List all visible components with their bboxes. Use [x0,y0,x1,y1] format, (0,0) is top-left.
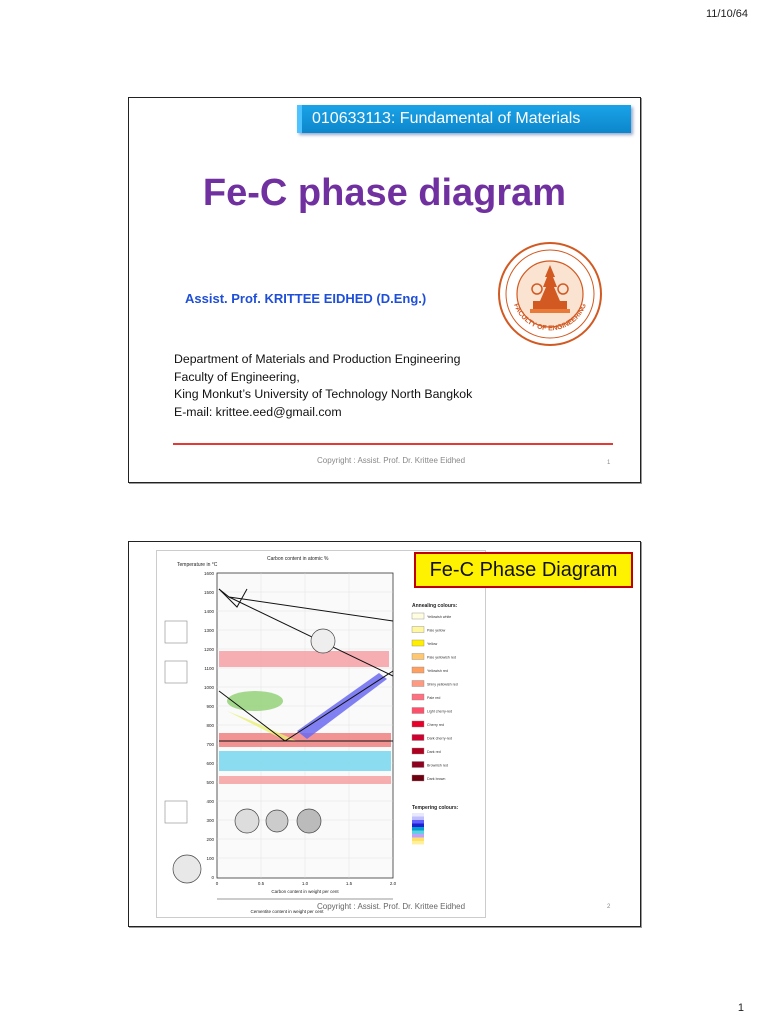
y-tick-400: 400 [206,799,214,804]
annealing-label: Dark cherry-red [427,736,452,741]
y-tick-800: 800 [206,723,214,728]
annealing-swatch [412,708,424,714]
page-number: 1 [737,1002,744,1014]
course-code-banner: 010633113: Fundamental of Materials [297,105,631,133]
slide-1-title [128,97,641,483]
y-tick-1200: 1200 [203,647,214,652]
tempering-swatch [412,824,424,828]
annealing-label: Light cherry-red [427,709,453,714]
annealing-swatch [412,640,424,646]
normalising-region [227,691,283,711]
y-tick-1000: 1000 [203,685,214,690]
x-tick-0-5: 0.5 [257,881,265,886]
annealing-swatch [412,775,424,781]
annealing-swatch [412,694,424,700]
bcc-lattice-inset [165,621,187,643]
slide-number-2: 2 [607,904,611,910]
tempering-legend-title: Tempering colours: [412,805,459,811]
divider-line [173,443,613,445]
x-tick-1-0: 1.0 [301,881,309,886]
x-tick-2-0: 2.0 [389,881,397,886]
tempering-swatch [412,838,424,842]
diffusion-annealing-band [219,651,389,667]
annealing-swatch [412,762,424,768]
annealing-legend-title: Annealing colours: [412,603,458,609]
y-tick-500: 500 [206,780,214,785]
university-seal-logo [497,241,603,347]
annealing-label: Brownish red [427,763,448,768]
dept-line-faculty: Faculty of Engineering, [174,369,300,384]
recrystallisation-band [219,776,391,784]
print-date: 11/10/64 [705,8,748,20]
y-tick-300: 300 [206,818,214,823]
y-tick-900: 900 [206,704,214,709]
annealing-label: Pale yellow [427,628,446,633]
copyright-notice: Copyright : Assist. Prof. Dr. Krittee Eidhed [317,456,466,465]
tempering-swatch [412,827,424,831]
y-tick-1600: 1600 [203,571,214,576]
phase-diagram-svg [157,551,485,917]
tempering-swatch [412,817,424,821]
x-axis-label: Carbon content in weight per cent [271,889,339,894]
annealing-swatch [412,735,424,741]
tempering-swatch [412,831,424,835]
y-axis-label: Temperature in °C [177,562,218,568]
y-tick-1300: 1300 [203,628,214,633]
annealing-swatch [412,667,424,673]
department-info [174,351,472,421]
y-tick-700: 700 [206,742,214,747]
tempering-swatch [412,841,424,845]
slide-2-diagram [128,541,641,927]
annealing-swatch [412,681,424,687]
dept-line-department: Department of Materials and Production Engineering [174,352,461,366]
annealing-swatch [412,721,424,727]
annealing-label: Dark red [427,750,441,754]
slide-title: Fe-C phase diagram [202,172,567,214]
tempering-swatch [412,820,424,824]
y-tick-200: 200 [206,837,214,842]
y-tick-100: 100 [206,856,214,861]
tempering-legend [412,813,424,845]
dept-line-email: E-mail: krittee.eed@gmail.com [174,404,342,419]
annealing-label: Yellowish white [427,615,452,619]
author-name: Assist. Prof. KRITTEE EIDHED (D.Eng.) [185,291,427,306]
annealing-label: Cherry red [427,723,444,727]
annealing-swatch [412,627,424,633]
annealing-swatch [412,613,424,619]
slide-2-title: Fe-C Phase Diagram [414,552,633,588]
stress-relief-band [219,751,391,771]
y-tick-1400: 1400 [203,609,214,614]
fe-c-phase-diagram-figure [156,550,486,918]
annealing-label: Pale red [427,696,441,700]
seal-text: FACULTY OF ENGINEERING [512,302,588,333]
annealing-label: Yellow [427,642,438,646]
y-tick-0: 0 [211,875,214,880]
annealing-label: Dark brown [427,777,446,781]
annealing-label: Yellowish red [427,669,449,673]
y-tick-1500: 1500 [203,590,214,595]
annealing-legend [412,613,458,781]
annealing-label: Shiny yellowish red [427,682,458,687]
x-tick-1-5: 1.5 [345,881,353,886]
dept-line-university: King Monkut’s University of Technology North Bangkok [174,387,473,401]
fcc-lattice-inset [165,661,187,683]
copyright-notice-2: Copyright : Assist. Prof. Dr. Krittee Eidhed [317,902,466,911]
slide-number: 1 [607,460,611,466]
y-tick-1100: 1100 [204,666,214,671]
tempering-swatch [412,813,424,817]
y-tick-600: 600 [206,761,214,766]
x-tick-0: 0 [215,881,219,886]
annealing-label: Pale yellowish red [427,655,456,660]
top-axis-label: Carbon content in atomic % [267,556,329,562]
annealing-swatch [412,654,424,660]
annealing-swatch [412,748,424,754]
ferrite-lattice-inset [165,801,187,823]
bottom-axis-label: Cementite content in weight per cent [250,909,324,914]
tempering-swatch [412,834,424,838]
